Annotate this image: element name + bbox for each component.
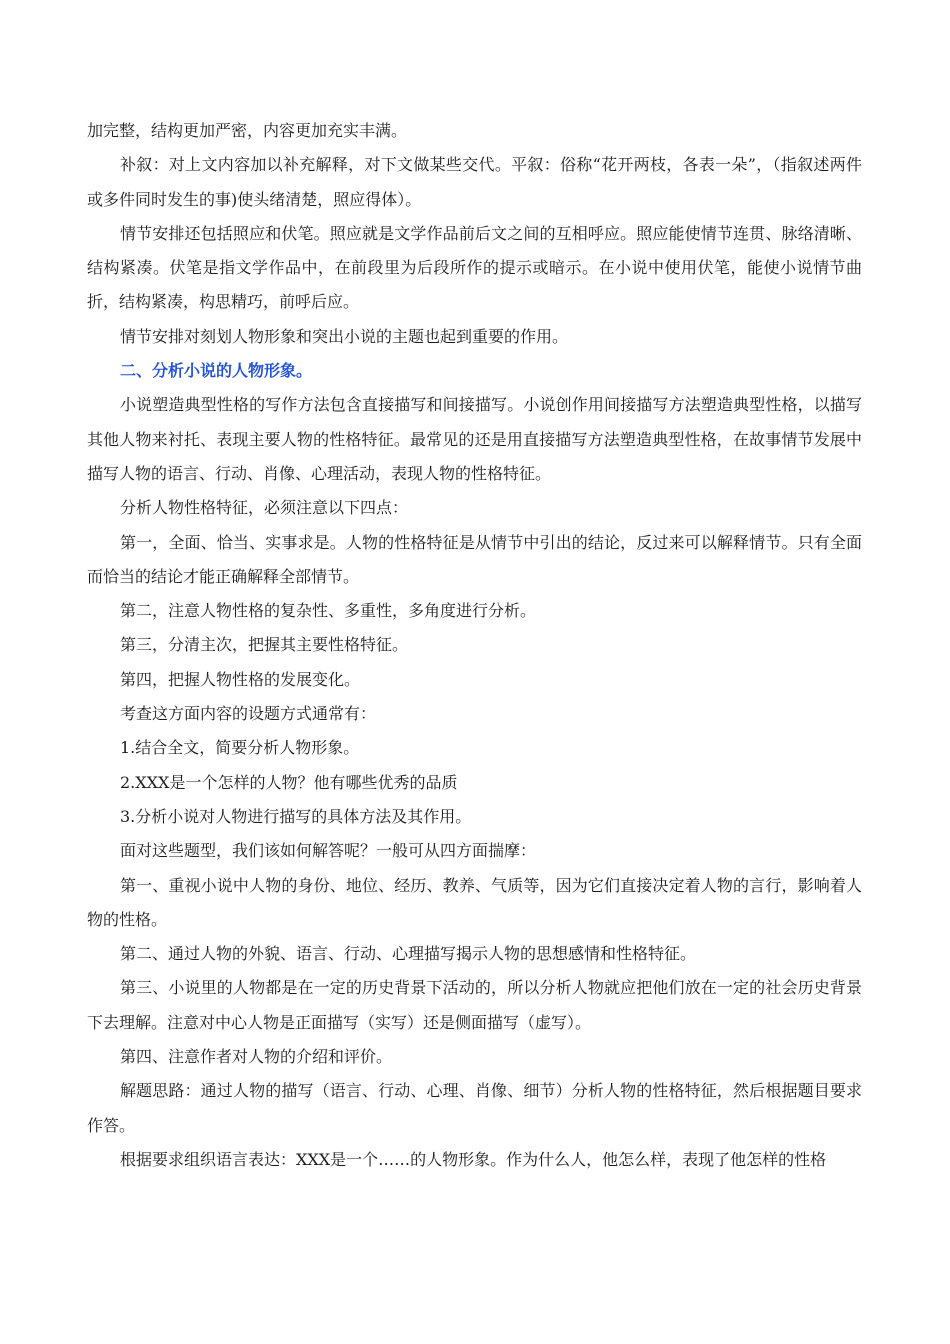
paragraph-continuation: 加完整，结构更加严密，内容更加充实丰满。: [87, 121, 408, 140]
document-body: [87, 114, 862, 1177]
section-heading-character: 二、分析小说的人物形象。: [120, 361, 313, 381]
paragraph-supplementary-narration: 补叙：对上文内容加以补充解释，对下文做某些交代。平叙：俗称“花开两枝，各表一朵”，（指叙述两件或多件同时发生的事)使头绪清楚，照应得体）。: [87, 155, 862, 209]
paragraph-plot-role: 情节安排对刻划人物形象和突出小说的主题也起到重要的作用。: [120, 326, 569, 346]
paragraph-approach-intro: 面对这些题型，我们该如何解答呢？一般可从四方面揣摩：: [120, 841, 537, 861]
list-item-question-3: 3.分析小说对人物进行描写的具体方法及其作用。: [120, 806, 472, 826]
paragraph-approach-3: 第三、小说里的人物都是在一定的历史背景下活动的，所以分析人物就应把他们放在一定的社会历史背景下去理解。注意对中心人物是正面描写（实写）还是侧面描写（虚写）。: [87, 978, 862, 1032]
paragraph-point-3: 第三，分清主次，把握其主要性格特征。: [120, 635, 409, 655]
paragraph-answer-template: 根据要求组织语言表达：XXX是一个……的人物形象。作为什么人，他怎么样，表现了他怎样的性格: [120, 1149, 827, 1169]
paragraph-question-types-intro: 考查这方面内容的设题方式通常有：: [120, 704, 377, 724]
list-item-question-1: 1.结合全文，简要分析人物形象。: [120, 738, 360, 758]
paragraph-approach-1: 第一、重视小说中人物的身份、地位、经历、教养、气质等，因为它们直接决定着人物的言行，影响着人物的性格。: [87, 875, 862, 929]
paragraph-character-methods: 小说塑造典型性格的写作方法包含直接描写和间接描写。小说创作用间接描写方法塑造典型性格，以描写其他人物来衬托、表现主要人物的性格特征。最常见的还是用直接描写方法塑造典型性格，在故事情节发展中描写人物的语言、行动、肖像、心理活动，表现人物的性格特征。: [87, 395, 862, 483]
list-item-question-2: 2.XXX是一个怎样的人物？他有哪些优秀的品质: [120, 772, 458, 792]
paragraph-foreshadowing: 情节安排还包括照应和伏笔。照应就是文学作品前后文之间的互相呼应。照应能使情节连贯、脉络清晰、结构紧凑。伏笔是指文学作品中，在前段里为后段所作的提示或暗示。在小说中使用伏笔，能使小说情节曲折，结构紧凑，构思精巧，前呼后应。: [87, 223, 862, 312]
paragraph-point-4: 第四，把握人物性格的发展变化。: [120, 669, 361, 689]
paragraph-approach-4: 第四、注意作者对人物的介绍和评价。: [120, 1047, 393, 1067]
paragraph-four-points-intro: 分析人物性格特征，必须注意以下四点：: [120, 498, 409, 518]
paragraph-approach-2: 第二、通过人物的外貌、语言、行动、心理描写揭示人物的思想感情和性格特征。: [120, 944, 697, 964]
paragraph-solution-idea: 解题思路：通过人物的描写（语言、行动、心理、肖像、细节）分析人物的性格特征，然后根据题目要求作答。: [87, 1081, 862, 1135]
paragraph-point-1: 第一，全面、恰当、实事求是。人物的性格特征是从情节中引出的结论，反过来可以解释情节。只有全面而恰当的结论才能正确解释全部情节。: [87, 532, 862, 586]
paragraph-point-2: 第二，注意人物性格的复杂性、多重性，多角度进行分析。: [120, 601, 537, 621]
